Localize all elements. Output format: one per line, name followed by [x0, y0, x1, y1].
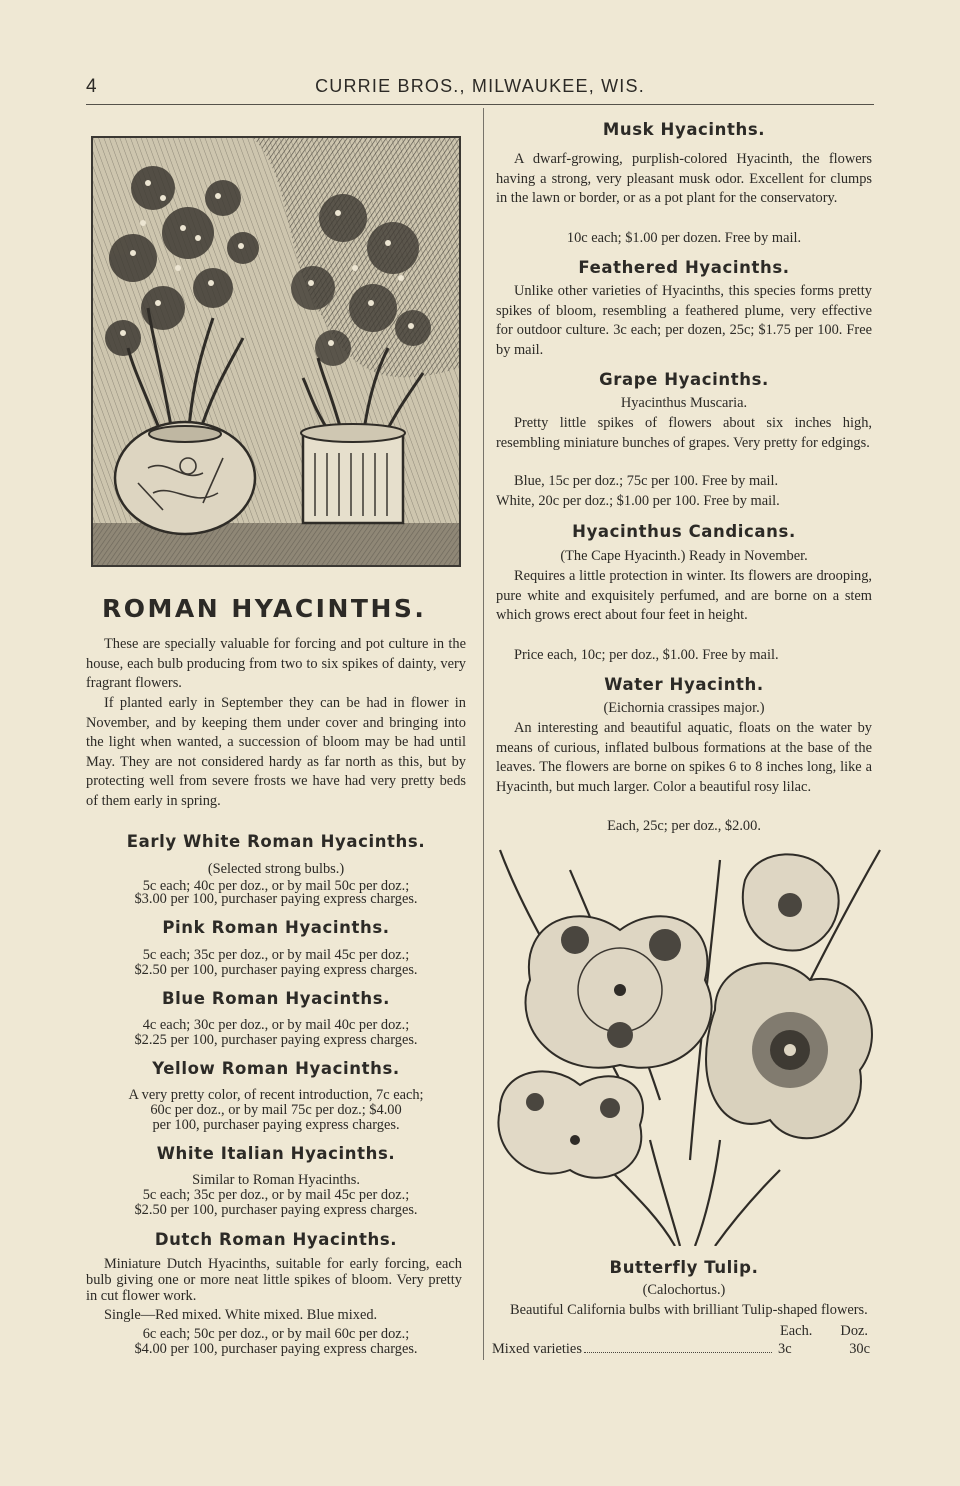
grape-price-2: White, 20c per doz.; $1.00 per 100. Free by mail. [496, 493, 780, 509]
butterfly-tulip-illustration [490, 840, 884, 1246]
candicans-description: Requires a little protection in winter. Its flowers are drooping, pure white and exquisitely perfumed, and are borne on a stem which grows erect about four feet in height. [496, 568, 872, 624]
hyacinth-vases-engraving [93, 138, 459, 565]
yellow-line-2: 60c per doz., or by mail 75c per doz.; $4.00 [150, 1102, 402, 1118]
candicans-sub: (The Cape Hyacinth.) Ready in November. [560, 548, 808, 564]
pink-price-2: $2.50 per 100, purchaser paying express charges. [134, 962, 418, 978]
pink-heading: Pink Roman Hyacinths. [162, 918, 390, 937]
grape-heading: Grape Hyacinths. [599, 370, 769, 389]
butterfly-heading: Butterfly Tulip. [609, 1258, 759, 1277]
dutch-mixes: Single—Red mixed. White mixed. Blue mixed. [104, 1307, 378, 1323]
grape-price-1: Blue, 15c per doz.; 75c per 100. Free by mail. [514, 473, 779, 489]
candicans-price: Price each, 10c; per doz., $1.00. Free by mail. [514, 647, 779, 663]
row-label: Mixed varieties [492, 1341, 582, 1357]
leader-dots [584, 1352, 772, 1353]
butterfly-sub: (Calochortus.) [642, 1282, 726, 1298]
running-head: CURRIE BROS., MILWAUKEE, WIS. [315, 76, 645, 96]
water-sub: (Eichornia crassipes major.) [603, 700, 765, 716]
dutch-description: Miniature Dutch Hyacinths, suitable for early forcing, each bulb giving one or more neat little spikes of bloom. Very pretty in cut flower work. [86, 1256, 462, 1304]
yellow-line-3: per 100, purchaser paying express charges. [152, 1117, 400, 1133]
row-each: 3c [778, 1341, 792, 1357]
blue-price-2: $2.25 per 100, purchaser paying express charges. [134, 1032, 418, 1048]
musk-price: 10c each; $1.00 per dozen. Free by mail. [566, 230, 802, 246]
price-columns-header [780, 1322, 872, 1342]
column-divider [483, 108, 484, 1360]
pink-price-1: 5c each; 35c per doz., or by mail 45c per doz.; [142, 947, 410, 963]
early-white-sub: (Selected strong bulbs.) [207, 861, 345, 877]
intro-paragraph-1: These are specially valuable for forcing and pot culture in the house, each bulb producing from two to six spikes of dainty, very fragrant flowers. [86, 636, 466, 692]
water-description: An interesting and beautiful aquatic, floats on the water by means of curious, inflated bulbous formations at the base of the leaves. The flowers are borne on spikes 6 to 8 inches long, like a Hyacinth, but much larger. Color a beautiful rosy lilac. [496, 720, 872, 795]
grape-sub: Hyacinthus Muscaria. [620, 395, 748, 411]
water-price: Each, 25c; per doz., $2.00. [607, 818, 761, 834]
white-italian-sub: Similar to Roman Hyacinths. [192, 1172, 360, 1188]
price-list-row [492, 1340, 870, 1360]
header-rule [86, 104, 874, 105]
white-italian-heading: White Italian Hyacinths. [156, 1144, 396, 1163]
yellow-heading: Yellow Roman Hyacinths. [152, 1059, 400, 1078]
page-header [86, 74, 874, 102]
yellow-line-1: A very pretty color, of recent introduction, 7c each; [128, 1087, 424, 1103]
feathered-description: Unlike other varieties of Hyacinths, this species forms pretty spikes of bloom, resembling a feathered plume, very effective for outdoor culture. 3c each; per dozen, 25c; $1.75 per 100. Free by mail. [496, 283, 872, 358]
blue-price-1: 4c each; 30c per doz., or by mail 40c per doz.; [142, 1017, 410, 1033]
candicans-heading: Hyacinthus Candicans. [572, 522, 796, 541]
water-heading: Water Hyacinth. [604, 675, 764, 694]
blue-heading: Blue Roman Hyacinths. [162, 989, 390, 1008]
white-italian-price-1: 5c each; 35c per doz., or by mail 45c per doz.; [142, 1187, 410, 1203]
feathered-heading: Feathered Hyacinths. [578, 258, 790, 277]
early-white-price-2: $3.00 per 100, purchaser paying express charges. [134, 891, 418, 907]
roman-hyacinths-illustration [91, 136, 461, 567]
early-white-heading: Early White Roman Hyacinths. [126, 832, 426, 851]
dutch-price-1: 6c each; 50c per doz., or by mail 60c per doz.; [142, 1326, 410, 1342]
row-doz: 30c [849, 1341, 870, 1357]
musk-heading: Musk Hyacinths. [602, 120, 766, 139]
early-white-price-1: 5c each; 40c per doz., or by mail 50c per doz.; [142, 878, 410, 894]
white-italian-price-2: $2.50 per 100, purchaser paying express charges. [134, 1202, 418, 1218]
grape-description: Pretty little spikes of flowers about six inches high, resembling miniature bunches of grapes. Very pretty for edgings. [496, 415, 872, 451]
page-number: 4 [86, 76, 97, 97]
section-title: ROMAN HYACINTHS. [102, 594, 427, 623]
musk-description: A dwarf-growing, purplish-colored Hyacinth, the flowers having a strong, very pleasant musk odor. Excellent for clumps in the lawn or border, or as a pot plant for the conservatory. [496, 151, 872, 207]
col-each-label: Each. [780, 1323, 813, 1339]
intro-paragraph-2: If planted early in September they can be had in flower in November, and by keeping them under cover and bringing into the light when wanted, a succession of bloom may be had until May. They are not considered hardy as far north as this, but by protecting well from severe frosts we have had very pretty beds of them early in spring. [86, 695, 466, 809]
col-doz-label: Doz. [840, 1323, 868, 1339]
butterfly-tulip-engraving [490, 840, 884, 1246]
butterfly-description: Beautiful California bulbs with brilliant Tulip-shaped flowers. [510, 1302, 868, 1318]
dutch-price-2: $4.00 per 100, purchaser paying express charges. [134, 1341, 418, 1357]
dutch-heading: Dutch Roman Hyacinths. [154, 1230, 398, 1249]
